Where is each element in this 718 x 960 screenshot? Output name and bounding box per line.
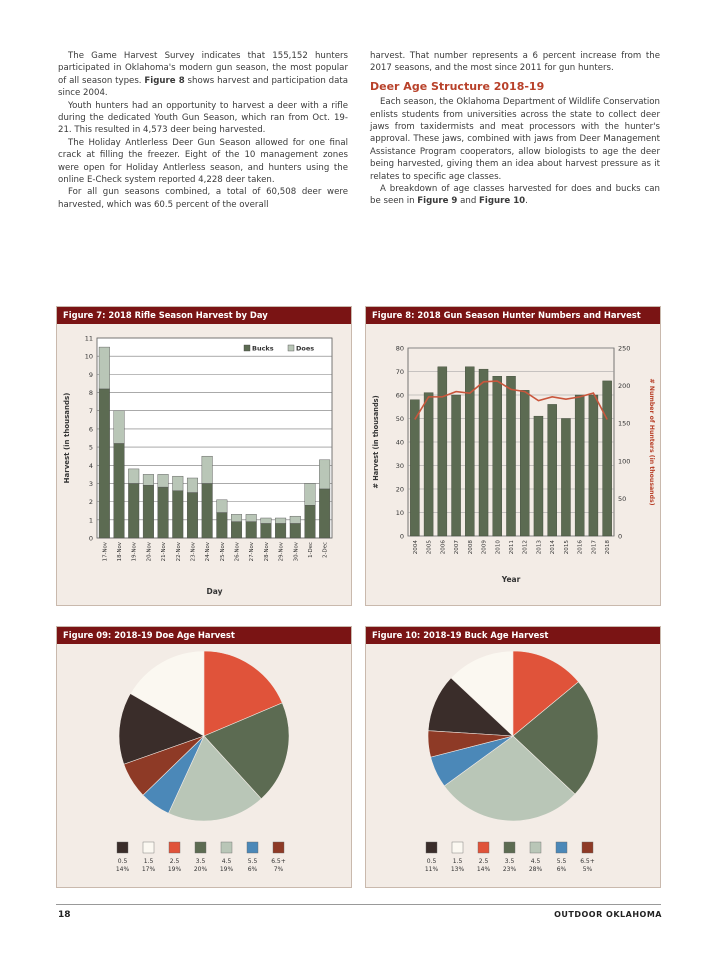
section-heading: Deer Age Structure 2018-19 [370,79,545,93]
bar-bucks [290,523,301,538]
figure-8-panel [365,306,661,606]
y-tick-label: 70 [395,367,404,376]
legend-percent-label: 13% [450,865,465,873]
legend-swatch [478,842,489,853]
y-axis-label: Harvest (in thousands) [63,392,71,483]
bar-does [99,347,110,389]
x-tick-label: 17-Nov [102,541,109,561]
bar-bucks [114,443,125,538]
bar-harvest [452,395,461,536]
bar-harvest [493,376,502,536]
y-right-tick-label: 250 [618,344,631,352]
x-tick-label: 2010 [495,539,502,554]
legend-percent-label: 6% [556,865,567,873]
bar-bucks [187,492,198,537]
y-tick-label: 80 [395,344,404,352]
figure-10-chart [366,644,660,888]
bar-bucks [231,521,242,537]
x-tick-label: 27-Nov [249,541,256,561]
bar-harvest [479,369,488,536]
bar-bucks [305,505,316,538]
bar-harvest [410,399,419,535]
x-tick-label: 2009 [481,539,488,554]
legend-swatch [504,842,515,853]
x-axis-label: Day [206,586,223,596]
x-tick-label: 24-Nov [205,541,212,561]
legend-percent-label: 5% [582,865,593,873]
bar-does [217,499,228,512]
figure-7-panel [56,306,352,606]
bar-does [187,478,198,493]
y-tick-label: 40 [395,438,404,446]
bar-bucks [217,512,228,537]
bar-does [246,514,257,521]
article-left-column [58,50,348,211]
y-right-tick-label: 100 [618,456,631,465]
x-tick-label: 2014 [550,539,557,554]
y-tick-label: 10 [84,352,93,361]
legend-percent-label: 6% [247,865,258,873]
legend-percent-label: 20% [193,865,208,873]
legend-age-label: 4.5 [221,857,232,865]
bar-harvest [589,395,598,536]
legend-swatch [247,842,258,853]
x-tick-label: 2005 [426,539,433,554]
legend-swatch [273,842,284,853]
x-tick-label: 22-Nov [175,541,182,561]
bar-harvest [561,418,570,536]
y-tick-label: 0 [399,532,404,540]
page-number: 18 [58,910,71,920]
legend-age-label: 2.5 [169,857,180,865]
bar-harvest [438,366,447,535]
legend-age-label: 3.5 [195,857,206,865]
article-right-column [370,50,660,208]
x-tick-label: 2012 [522,539,529,554]
legend-swatch [143,842,154,853]
bar-does [128,468,139,483]
bar-does [305,483,316,505]
x-tick-label: 2013 [536,539,543,554]
y-right-tick-label: 0 [618,532,623,540]
paragraph-youth: Youth hunters had an opportunity to harvest a deer with a rifle during the dedicated Youth Gun Season, which ran from Oct. 19-21. This resulted in 4,573 deer being harvested. [58,100,348,136]
legend-swatch [169,842,180,853]
bar-bucks [246,521,257,537]
x-tick-label: 26-Nov [234,541,241,561]
x-tick-label: 1-Dec [307,541,314,558]
x-tick-label: 20-Nov [146,541,153,561]
footer-divider [56,904,661,905]
bar-harvest [506,376,515,536]
x-tick-label: 2018 [605,539,612,554]
bar-bucks [172,490,183,537]
figure-7-chart [57,324,351,602]
bar-harvest [575,395,584,536]
legend-swatch [582,842,593,853]
figure-10-title: Figure 10: 2018-19 Buck Age Harvest [366,627,660,644]
legend-percent-label: 17% [141,865,156,873]
paragraph-breakdown: A breakdown of age classes harvested for does and bucks can be seen in Figure 9 and Figure 10. [370,184,660,207]
bar-does [231,514,242,521]
legend-swatch [452,842,463,853]
bar-bucks [128,483,139,538]
bar-does [319,459,330,488]
figure-7-title: Figure 7: 2018 Rifle Season Harvest by Day [57,307,351,324]
bar-harvest [424,392,433,535]
y-tick-label: 4 [88,461,93,470]
y-tick-label: 1 [88,515,93,524]
bar-harvest [520,390,529,536]
legend-percent-label: 7% [273,865,284,873]
legend-percent-label: 23% [502,865,517,873]
y-tick-label: 5 [88,443,93,452]
y-tick-label: 0 [88,534,93,542]
legend-swatch [288,345,294,351]
legend-swatch [195,842,206,853]
figure-9-panel [56,626,352,888]
paragraph-jaws: Each season, the Oklahoma Department of Wildlife Conservation enlists students from universities across the state to collect deer jaws from taxidermists and meat processors with the hunter's approval. These jaws, combined with jaws from Deer Management Assistance Program cooperators, allow biologists to age the deer being harvested, giving them an idea about harvest pressure as it relates to specific age classes. [370,97,660,182]
y-right-tick-label: 200 [618,381,631,390]
legend-percent-label: 14% [115,865,130,873]
bar-harvest [548,404,557,536]
bar-does [143,474,154,485]
legend-percent-label: 28% [528,865,543,873]
legend-swatch [117,842,128,853]
legend-swatch [426,842,437,853]
legend-percent-label: 14% [476,865,491,873]
y-tick-label: 20 [395,485,404,493]
figure-9-chart [57,644,351,888]
legend-swatch [221,842,232,853]
figure-9-title: Figure 09: 2018-19 Doe Age Harvest [57,627,351,644]
x-tick-label: 25-Nov [219,541,226,561]
y-tick-label: 2 [88,497,93,506]
legend-age-label: 2.5 [478,857,489,865]
bar-bucks [99,388,110,537]
legend-percent-label: 11% [424,865,439,873]
y-tick-label: 7 [88,406,93,415]
bar-bucks [158,487,169,538]
x-tick-label: 2006 [440,539,447,554]
x-tick-label: 21-Nov [161,541,168,561]
bar-bucks [261,523,272,538]
legend-percent-label: 19% [167,865,182,873]
legend-percent-label: 19% [219,865,234,873]
legend-age-label: 1.5 [452,857,463,865]
y-tick-label: 30 [395,461,404,470]
legend-swatch [244,345,250,351]
figure-8-title: Figure 8: 2018 Gun Season Hunter Numbers and Harvest [366,307,660,324]
x-tick-label: 2015 [563,539,570,554]
x-tick-label: 2008 [467,539,474,554]
figure-8-chart [366,324,660,592]
y-tick-label: 9 [88,370,93,379]
y-tick-label: 8 [88,388,93,397]
y-tick-label: 10 [395,508,404,517]
y-tick-label: 3 [88,479,93,488]
legend-age-label: 1.5 [143,857,154,865]
bar-harvest [603,380,612,535]
x-tick-label: 2-Dec [322,541,329,558]
legend-age-label: 5.5 [247,857,258,865]
x-tick-label: 30-Nov [293,541,300,561]
bar-bucks [143,485,154,538]
x-tick-label: 28-Nov [263,541,270,561]
y-right-tick-label: 150 [618,419,631,428]
legend-age-label: 5.5 [556,857,567,865]
paragraph-participation: The Game Harvest Survey indicates that 155,152 hunters participated in Oklahoma's modern gun season, the most popular of all season types. Figure 8 shows harvest and participation data since 2004. [58,51,349,99]
bar-bucks [275,523,286,538]
legend-label: Bucks [252,344,274,352]
paragraph-holiday: The Holiday Antlerless Deer Gun Season allowed for one final crack at filling the freezer. Eight of the 10 management zones were open for Holiday Antlerless season, and hunters using the online E-Check system reported 4,228 deer taken. [58,137,348,186]
magazine-name: OUTDOOR OKLAHOMA [554,910,662,919]
legend-label: Does [296,344,315,352]
x-tick-label: 2004 [412,539,419,554]
bar-does [290,516,301,523]
paragraph-total: For all gun seasons combined, a total of 60,508 deer were harvested, which was 60.5 percent of the overall [58,187,348,210]
bar-does [275,518,286,523]
legend-age-label: 6.5+ [271,857,286,865]
legend-age-label: 3.5 [504,857,515,865]
x-tick-label: 2017 [591,539,598,554]
y-tick-label: 60 [395,391,404,399]
x-tick-label: 23-Nov [190,541,197,561]
legend-age-label: 4.5 [530,857,541,865]
legend-age-label: 6.5+ [580,857,595,865]
bar-does [172,476,183,491]
bar-does [202,456,213,483]
legend-age-label: 0.5 [426,857,437,865]
x-tick-label: 29-Nov [278,541,285,561]
bar-does [114,410,125,443]
x-tick-label: 19-Nov [131,541,138,561]
paragraph-harvest-cont: harvest. That number represents a 6 percent increase from the 2017 seasons, and the most since 2011 for gun hunters. [370,51,660,74]
bar-bucks [202,483,213,538]
bar-does [158,474,169,487]
bar-bucks [319,488,330,537]
y-right-axis-label: # Number of Hunters (in thousands) [648,377,655,506]
y-tick-label: 50 [395,414,404,423]
legend-swatch [556,842,567,853]
x-tick-label: 2011 [509,539,515,554]
x-axis-label: Year [501,574,521,584]
legend-swatch [530,842,541,853]
figure-10-panel [365,626,661,888]
y-tick-label: 11 [84,334,93,342]
x-tick-label: 18-Nov [117,541,124,561]
y-right-tick-label: 50 [618,494,627,503]
y-tick-label: 6 [88,424,93,433]
x-tick-label: 2007 [454,539,461,554]
x-tick-label: 2016 [577,539,584,554]
bar-does [261,518,272,523]
legend-age-label: 0.5 [117,857,128,865]
y-axis-label: # Harvest (in thousands) [372,394,380,489]
bar-harvest [534,416,543,536]
